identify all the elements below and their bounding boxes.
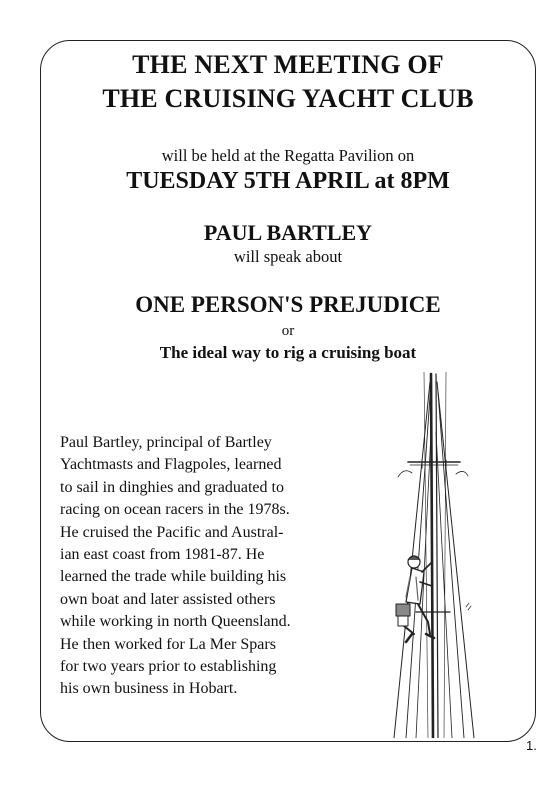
page-number: 1. <box>526 738 537 753</box>
mast-climber-illustration <box>376 372 486 738</box>
bio-line: to sail in dinghies and graduated to <box>60 478 284 496</box>
bio-line: while working in north Queensland. <box>60 613 291 631</box>
bio-line: own boat and later assisted others <box>60 590 276 608</box>
bio-line: for two years prior to establishing <box>60 658 277 676</box>
meeting-title-line-2: THE CRUISING YACHT CLUB <box>102 84 474 113</box>
venue-line: will be held at the Regatta Pavilion on <box>161 146 415 165</box>
talk-subtitle: The ideal way to rig a cruising boat <box>159 343 417 362</box>
bio-line: learned the trade while building his <box>60 568 287 586</box>
talk-title: ONE PERSON'S PREJUDICE <box>135 292 441 317</box>
talk-connector: or <box>281 323 295 339</box>
bio-line: ian east coast from 1981-87. He <box>60 546 265 564</box>
bio-line: Paul Bartley, principal of Bartley <box>60 434 272 451</box>
bio-line: racing on ocean racers in the 1978s. <box>60 501 290 519</box>
bio-line: Yachtmasts and Flagpoles, learned <box>60 456 282 474</box>
meeting-date-time: TUESDAY 5TH APRIL at 8PM <box>126 168 450 194</box>
speaker-intro: will speak about <box>233 247 343 266</box>
speaker-name: PAUL BARTLEY <box>203 220 373 245</box>
bio-line: He then worked for La Mer Spars <box>60 635 276 653</box>
bio-line: his own business in Hobart. <box>60 680 238 698</box>
meeting-title-line-1: THE NEXT MEETING OF <box>132 50 444 79</box>
bio-line: He cruised the Pacific and Austral- <box>60 523 284 541</box>
speaker-bio <box>60 432 322 701</box>
